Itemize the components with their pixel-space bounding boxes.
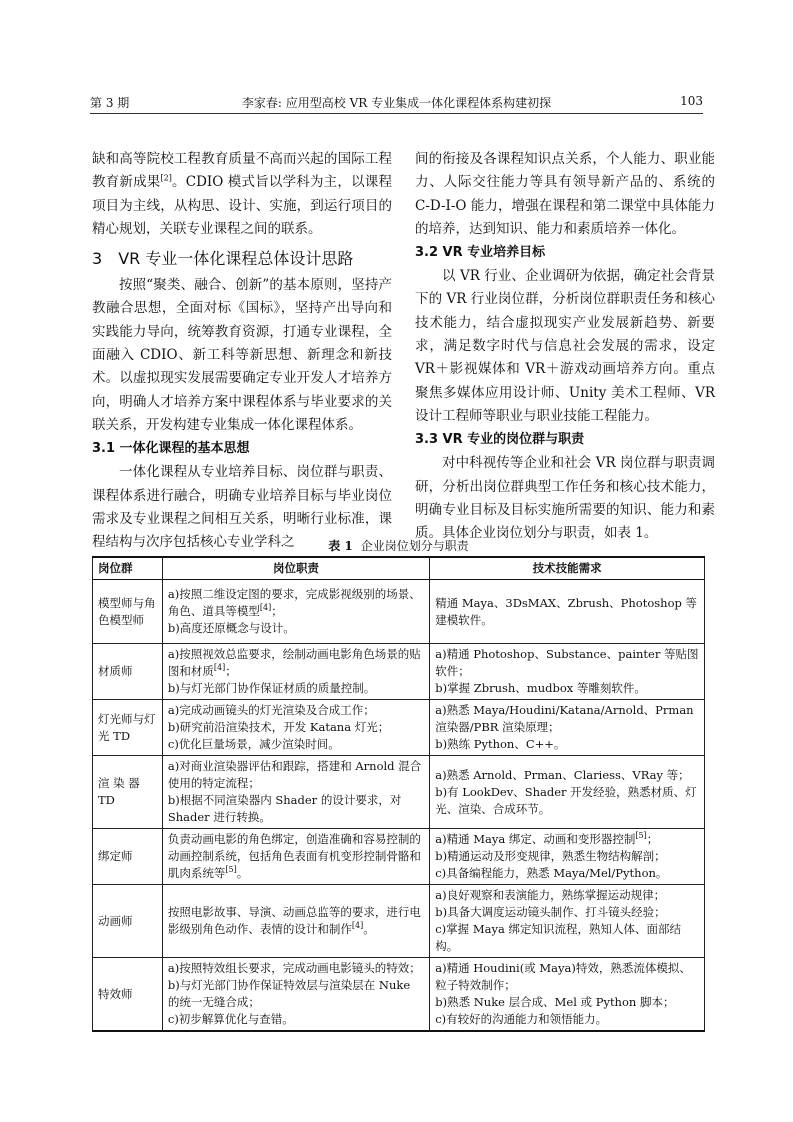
table-row (93, 644, 705, 700)
cell-line: b)掌握 Zbrush、mudbox 等雕刻软件。 (435, 681, 646, 695)
skills-cell (430, 756, 705, 829)
cell-line: c)初步解算优化与查错。 (167, 1012, 294, 1026)
paragraph: 按照“聚类、融合、创新”的基本原则，坚持产教融合思想，全面对标《国标》，坚持产出导向和实践能力导向，统筹教育资源，打通专业课程，全面融入 CDIO、新工科等新思想、新理念和新技术。以虚拟现实发展需要确定专业开发人才培养方向，明确人才培养方案中课程体系与毕业要求的关联关系，开发构建专业集成一体化课程体系。 (92, 277, 392, 433)
cell-line: 精通 Maya、3DsMAX、Zbrush、Photoshop 等建模软件。 (435, 595, 698, 627)
cell-line: b)有 LookDev、Shader 开发经验，熟悉材质、灯光、渲染、合成环节。 (435, 784, 697, 816)
paragraph-text: 缺和高等院校工程教育质量不高而兴起的国际工程教育新成果 (92, 151, 392, 191)
right-column (415, 148, 715, 545)
cell-line: b)熟练 Python、C++。 (435, 737, 566, 751)
cell-line: b)研究前沿渲染技术，开发 Katana 灯光； (167, 720, 390, 734)
paragraph-continued (92, 148, 392, 241)
table-row (93, 700, 705, 756)
job-roles-table (92, 556, 705, 1032)
cell-line: b)与灯光部门协作保证特效层与渲染层在 Nuke 的统一无缝合成； (167, 978, 411, 1009)
cell-line: a)精通 Houdini(或 Maya)特效，熟悉流体模拟、粒子特效制作； (435, 961, 691, 992)
cell-line: a)良好观察和表演能力，熟练掌握运动规律； (435, 888, 666, 902)
cell-line: a)精通 Photoshop、Substance、painter 等贴图软件； (435, 647, 699, 678)
skills-cell (430, 885, 705, 958)
cell-line: a)对商业渲染器评估和跟踪，搭建和 Arnold 混合使用的特定流程； (167, 759, 422, 790)
table-row (93, 756, 705, 829)
duties-cell (162, 644, 429, 700)
column-header: 岗位群 (93, 557, 163, 580)
citation: [4] (259, 603, 272, 613)
cell-line: b)熟悉 Nuke 层合成、Mel 或 Python 脚本； (435, 995, 675, 1009)
duties-cell (162, 958, 429, 1032)
duties-cell (162, 756, 429, 829)
table-caption-text: 企业岗位划分与职责 (360, 539, 469, 553)
running-title: 李家春: 应用型高校 VR 专业集成一体化课程体系构建初探 (241, 96, 552, 110)
cell-line: a)按照二维设定图的要求，完成影视级别的场景、角色、道具等模型[4]； (167, 587, 421, 618)
subsection-heading-3-3: 3.3 VR 专业的岗位群与职责 (415, 432, 585, 448)
paragraph-continued: 间的衔接及各课程知识点关系，个人能力、职业能力、人际交往能力等具有领导新产品的、系统的 C-D-I-O 能力，增强在课程和第二课堂中具体能力的培养，达到知识、能力和素质培养一体化。 (415, 151, 715, 237)
table-header-row (93, 557, 705, 580)
role-cell: 材质师 (93, 644, 163, 700)
page-number: 103 (680, 94, 703, 108)
role-cell: 动画师 (93, 885, 163, 958)
role-cell: 灯光师与灯光 TD (93, 700, 163, 756)
section-title: VR 专业一体化课程总体设计思路 (118, 249, 354, 269)
skills-cell (430, 829, 705, 885)
skills-cell (430, 644, 705, 700)
cell-line: a)熟悉 Arnold、Prman、Clariess、VRay 等； (435, 767, 690, 782)
cell-line: c)具备编程能力，熟悉 Maya/Mel/Python。 (435, 866, 668, 880)
paragraph-text: 。CDIO 模式旨以学科为主，以课程项目为主线，从构思、设计、实施，到运行项目的精心规划，关联专业课程之间的联系。 (92, 174, 392, 237)
cell-line: a)按照特效组长要求，完成动画电影镜头的特效； (167, 961, 421, 975)
paragraph: 以 VR 行业、企业调研为依据，确定社会背景下的 VR 行业岗位群，分析岗位群职责任务和核心技术能力，结合虚拟现实产业发展新趋势、新要求，满足数字时代与信息社会发展的需求，设定 VR＋影视媒体和 VR＋游戏动画培养方向。重点聚焦多媒体应用设计师、Unity 美术工程师、VR 设计工程师等职业与职业技能工程能力。 (415, 268, 715, 424)
column-header: 技术技能需求 (430, 557, 705, 580)
table-row (93, 580, 705, 644)
table-row (93, 958, 705, 1032)
role-cell: 绑定师 (93, 829, 163, 885)
citation: [4] (213, 663, 226, 673)
duties-cell (162, 829, 429, 885)
table-label: 表 1 (328, 539, 353, 553)
cell-line: c)优化巨量场景，减少渲染时间。 (167, 737, 340, 751)
section-number: 3 (92, 249, 103, 269)
paragraph: 对中科视传等企业和社会 VR 岗位群与职责调研，分析出岗位群典型工作任务和核心技术能力，明确专业目标及目标实施所需要的知识、能力和素质。具体企业岗位划分与职责，如表 1。 (415, 455, 715, 542)
section-heading-3 (92, 247, 392, 271)
cell-line: a)按照视效总监要求，绘制动画电影角色场景的贴图和材质[4]； (167, 647, 421, 678)
role-cell: 渲 染 器 TD (93, 756, 163, 829)
cell-line: 按照电影故事、导演、动画总监等的要求，进行电影级别角色动作、表情的设计和制作[4]。 (167, 905, 421, 936)
cell-line: b)具备大调度运动镜头制作、打斗镜头经验； (435, 905, 666, 919)
cell-line: 负责动画电影的角色绑定，创造准确和容易控制的动画控制系统，包括角色表面有机变形控制骨骼和肌肉系统等[5]。 (167, 832, 421, 880)
citation: [5] (635, 831, 647, 841)
duties-cell (162, 700, 429, 756)
citation: [4] (351, 921, 364, 931)
duties-cell (162, 885, 429, 958)
subsection-heading-3-1: 3.1 一体化课程的基本思想 (92, 441, 250, 457)
role-cell: 特效师 (93, 958, 163, 1032)
citation: [2] (160, 173, 172, 183)
left-column (92, 148, 392, 554)
subsection-heading-3-2: 3.2 VR 专业培养目标 (415, 245, 546, 261)
cell-line: c)有较好的沟通能力和领悟能力。 (435, 1012, 608, 1026)
cell-line: c)掌握 Maya 绑定知识流程，熟知人体、面部结构。 (435, 922, 681, 953)
cell-line: a)熟悉 Maya/Houdini/Katana/Arnold、Prman 渲染器/PBR 渲染原理； (435, 703, 694, 734)
cell-line: a)精通 Maya 绑定、动画和变形器控制[5]； (435, 831, 659, 846)
running-header (90, 90, 703, 114)
cell-line: a)完成动画镜头的灯光渲染及合成工作； (167, 703, 375, 717)
cell-line: b)与灯光部门协作保证材质的质量控制。 (167, 681, 376, 695)
skills-cell (430, 580, 705, 644)
cell-line: b)根据不同渲染器内 Shader 的设计要求，对 Shader 进行转换。 (167, 793, 402, 824)
table-row (93, 885, 705, 958)
table-caption (92, 537, 705, 554)
issue-number: 第 3 期 (90, 96, 130, 110)
cell-line: b)精通运动及形变规律，熟悉生物结构解剖； (435, 849, 666, 863)
role-cell: 模型师与角色模型师 (93, 580, 163, 644)
skills-cell (430, 958, 705, 1032)
table-body (93, 580, 705, 1032)
table-row (93, 829, 705, 885)
cell-line: b)高度还原概念与设计。 (167, 621, 295, 635)
paragraph: 一体化课程从专业培养目标、岗位群与职责、课程体系进行融合，明确专业培养目标与毕业岗位需求及专业课程之间相互关系，明晰行业标准，课程结构与次序包括核心专业学科之 (92, 464, 392, 551)
skills-cell (430, 700, 705, 756)
column-header: 岗位职责 (162, 557, 429, 580)
citation: [5] (225, 865, 237, 875)
duties-cell (162, 580, 429, 644)
